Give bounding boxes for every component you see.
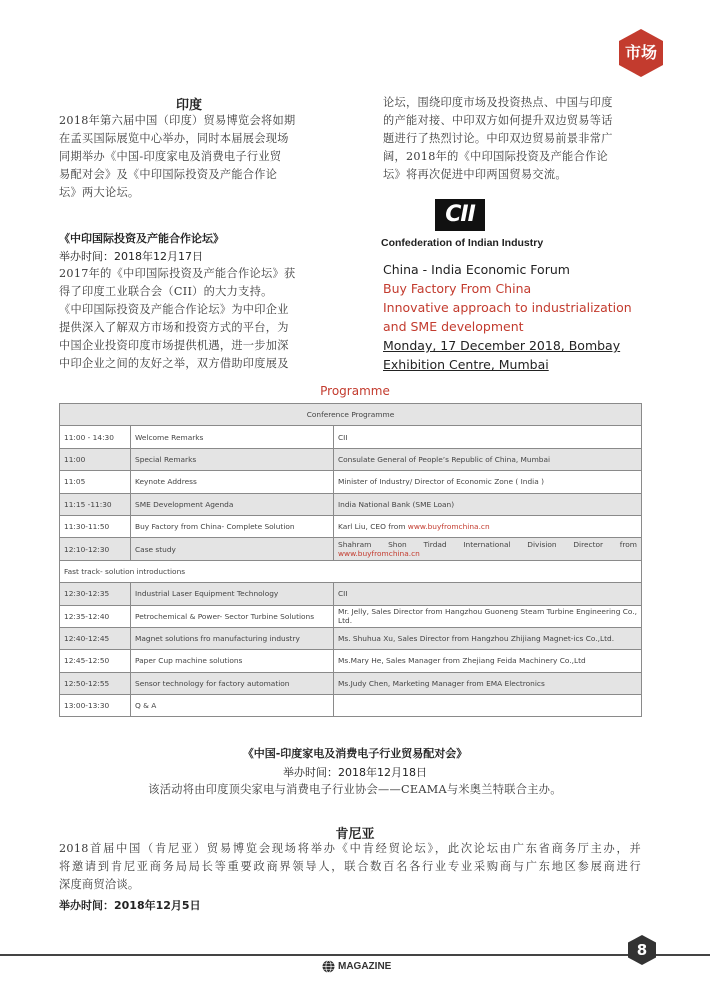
event-info: [383, 260, 653, 374]
speaker-cell: Ms.Mary He, Sales Manager from Zhejiang Feida Machinery Co.,Ltd: [334, 650, 642, 672]
ceama-date: 举办时间：2018年12月18日: [283, 766, 427, 779]
text-line: 的产能对接、中印双方如何提升双边贸易等话: [383, 114, 613, 127]
speaker-cell: [334, 538, 642, 560]
item-cell: Keynote Address: [131, 471, 334, 493]
table-row: [60, 404, 642, 426]
event-theme: Innovative approach to industrialization: [383, 300, 632, 315]
time-cell: 11:30-11:50: [60, 515, 131, 537]
table-row: [60, 448, 642, 470]
cii-logo: [435, 199, 485, 231]
text-line: 2018首届中国（肯尼亚）贸易博览会现场将举办《中肯经贸论坛》，此次论坛由广东省商务厅主办，并: [59, 842, 641, 855]
text-line: 在孟买国际展览中心举办，同时本届展会现场: [59, 132, 289, 145]
text-line: 易配对会》及《中印国际投资及产能合作论: [59, 168, 278, 181]
item-cell: Welcome Remarks: [131, 426, 334, 448]
text-line: 将邀请到肯尼亚商务局局长等重要政商界领导人，联合数百名各行业专业采购商与广东地区参展商进行: [59, 860, 641, 873]
fast-track-label: Fast track- solution introductions: [60, 560, 642, 582]
text-line: 得了印度工业联合会（CII）的大力支持。: [59, 285, 273, 298]
event-venue: Exhibition Centre, Mumbai: [383, 357, 549, 372]
cii-logo-text: CII: [445, 202, 475, 227]
table-row: [60, 695, 642, 717]
heading-india: 印度: [176, 98, 203, 113]
speaker-cell: Ms.Judy Chen, Marketing Manager from EMA Electronics: [334, 672, 642, 694]
speaker-cell: CII: [334, 583, 642, 605]
time-cell: 12:45-12:50: [60, 650, 131, 672]
globe-icon: [322, 960, 335, 973]
time-cell: 12:30-12:35: [60, 583, 131, 605]
forum-title: 《中印国际投资及产能合作论坛》: [59, 232, 224, 245]
magazine-label: MAGAZINE: [338, 961, 392, 972]
time-cell: 13:00-13:30: [60, 695, 131, 717]
time-cell: 12:35-12:40: [60, 605, 131, 627]
event-date: Monday, 17 December 2018, Bombay: [383, 338, 621, 353]
footer-divider: [0, 954, 710, 956]
programme-title: Programme: [320, 384, 390, 398]
section-tag-label: 市场: [624, 43, 657, 62]
item-cell: Buy Factory from China- Complete Solution: [131, 515, 334, 537]
text-line: 题进行了热烈讨论。中印双边贸易前景非常广: [383, 132, 613, 145]
website-link[interactable]: www.buyfromchina.cn: [338, 549, 420, 559]
table-row: [60, 471, 642, 493]
forum-date: 举办时间：2018年12月17日: [59, 250, 203, 263]
speaker-cell: [334, 515, 642, 537]
event-subtitle: Buy Factory From China: [383, 281, 532, 296]
event-title: China - India Economic Forum: [383, 262, 570, 277]
kenya-body: [59, 840, 641, 894]
table-row: [60, 515, 642, 537]
speaker-cell: Consulate General of People’s Republic of China, Mumbai: [334, 448, 642, 470]
ceama-title: 《中国-印度家电及消费电子行业贸易配对会》: [242, 747, 468, 760]
time-cell: 12:50-12:55: [60, 672, 131, 694]
table-row: [60, 493, 642, 515]
kenya-date: 举办时间：2018年12月5日: [59, 899, 201, 912]
time-cell: 11:00 - 14:30: [60, 426, 131, 448]
item-cell: SME Development Agenda: [131, 493, 334, 515]
item-cell: Industrial Laser Equipment Technology: [131, 583, 334, 605]
text-line: 中国企业投资印度市场提供机遇，进一步加深: [59, 339, 289, 352]
item-cell: Q & A: [131, 695, 334, 717]
text-line: 论坛，围绕印度市场及投资热点、中国与印度: [383, 96, 613, 109]
table-row: [60, 650, 642, 672]
heading-kenya: 肯尼亚: [335, 827, 375, 842]
text-line: 阔，2018年的《中印国际投资及产能合作论: [383, 150, 608, 163]
time-cell: 11:15 -11:30: [60, 493, 131, 515]
table-row: [60, 605, 642, 627]
item-cell: Sensor technology for factory automation: [131, 672, 334, 694]
item-cell: Paper Cup machine solutions: [131, 650, 334, 672]
table-row: [60, 560, 642, 582]
speaker-text: Karl Liu, CEO from: [338, 522, 408, 532]
right-body: [383, 94, 641, 184]
time-cell: 11:05: [60, 471, 131, 493]
table-row: [60, 538, 642, 560]
speaker-cell: Mr. Jelly, Sales Director from Hangzhou Guoneng Steam Turbine Engineering Co., Ltd.: [334, 605, 642, 627]
item-cell: Petrochemical & Power- Sector Turbine Solutions: [131, 605, 334, 627]
table-row: [60, 672, 642, 694]
speaker-cell: [334, 695, 642, 717]
text-line: 坛》两大论坛。: [59, 186, 140, 199]
item-cell: Special Remarks: [131, 448, 334, 470]
section-tag: [617, 28, 665, 78]
page-number-badge: [627, 934, 657, 966]
speaker-text: Shahram Shon Tirdad International Division Director from: [338, 540, 637, 550]
time-cell: 11:00: [60, 448, 131, 470]
item-cell: Case study: [131, 538, 334, 560]
table-header: Conference Programme: [60, 404, 642, 426]
speaker-cell: Ms. Shuhua Xu, Sales Director from Hangzhou Zhijiang Magnet-ics Co.,Ltd.: [334, 627, 642, 649]
forum-body: [59, 265, 321, 373]
table-row: [60, 583, 642, 605]
cii-caption: Confederation of Indian Industry: [381, 237, 544, 249]
website-link[interactable]: www.buyfromchina.cn: [407, 522, 490, 532]
text-line: 2018年第六届中国（印度）贸易博览会将如期: [59, 114, 296, 127]
speaker-cell: Minister of Industry/ Director of Economic Zone ( India ): [334, 471, 642, 493]
text-line: 深度商贸洽谈。: [59, 878, 140, 891]
time-cell: 12:40-12:45: [60, 627, 131, 649]
programme-table: [59, 403, 642, 717]
india-intro: [59, 112, 321, 202]
text-line: 坛》将再次促进中印两国贸易交流。: [383, 168, 567, 181]
page-number: 8: [636, 941, 648, 959]
footer-logo: [322, 960, 391, 973]
speaker-cell: India National Bank (SME Loan): [334, 493, 642, 515]
event-theme: and SME development: [383, 319, 524, 334]
table-row: [60, 627, 642, 649]
time-cell: 12:10-12:30: [60, 538, 131, 560]
text-line: 《中印国际投资及产能合作论坛》为中印企业: [59, 303, 289, 316]
speaker-cell: CII: [334, 426, 642, 448]
text-line: 提供深入了解双方市场和投资方式的平台，为: [59, 321, 289, 334]
text-line: 中印企业之间的友好之举，双方借助印度展及: [59, 357, 289, 370]
item-cell: Magnet solutions fro manufacturing industry: [131, 627, 334, 649]
ceama-body: 该活动将由印度顶尖家电与消费电子行业协会——CEAMA与米奥兰特联合主办。: [148, 783, 562, 796]
text-line: 同期举办《中国-印度家电及消费电子行业贸: [59, 150, 282, 163]
text-line: 2017年的《中印国际投资及产能合作论坛》获: [59, 267, 296, 280]
table-row: [60, 426, 642, 448]
